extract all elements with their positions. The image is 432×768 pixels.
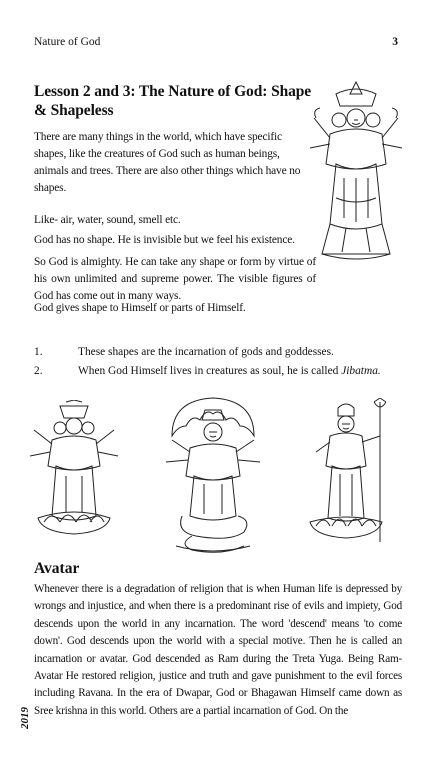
list-text: These shapes are the incarnation of gods and goddesses. [78,346,334,358]
lesson-paragraph-2: Like- air, water, sound, smell etc. [34,214,181,226]
list-item [34,362,400,381]
page-number: 3 [392,36,398,48]
lesson-paragraph-4: So God is almighty. He can take any shape or form by virtue of his own unlimited and supreme power. The visible figures of God has come out in many ways. [34,256,316,302]
list-number: 2. [34,365,43,377]
deity-on-serpent-icon [152,396,274,554]
deity-with-trident-icon [298,398,394,554]
section-title: Avatar [34,560,80,577]
jibatma-term: Jibatma. [341,365,381,377]
multi-headed-deity-on-lotus-icon [24,400,124,546]
page-header [34,36,398,52]
lesson-paragraph-1: There are many things in the world, which have specific shapes, like the creatures of God such as human beings, animals and trees. There are also other things which have no shapes. [34,131,301,194]
lesson-title: Lesson 2 and 3: The Nature of God: Shape & Shapeless [34,83,312,119]
running-title: Nature of God [34,36,101,48]
list-item [34,343,400,362]
list-text: When God Himself lives in creatures as soul, he is called Jibatma. [78,365,381,377]
lesson-paragraph-5: God gives shape to Himself or parts of Himself. [34,302,246,314]
list-number: 1. [34,346,43,358]
shapes-list [34,343,400,381]
margin-year: 2019 [19,707,31,729]
four-faced-deity-icon [306,78,406,270]
avatar-body-text: Whenever there is a degradation of religion that is when Human life is depressed by wrongs and injustice, and when there is a predominant rise of evils and impiety, God descends upon the world in any incarnation. The word 'descend' means 'to come down'. God descends upon the world with a special motive. Then he is called an incarnation or avatar. God descended as Ram during the Treta Yuga. Being Ram-Avatar He restored religion, justice and truth and gave punishment to the evil forces including Ravana. In the era of Dwapar, God or Bhagawan Himself came down as Sree krishna in this world. Others are a partial incarnation of God. On the [34,583,402,717]
lesson-paragraph-3: God has no shape. He is invisible but we feel his existence. [34,234,295,246]
